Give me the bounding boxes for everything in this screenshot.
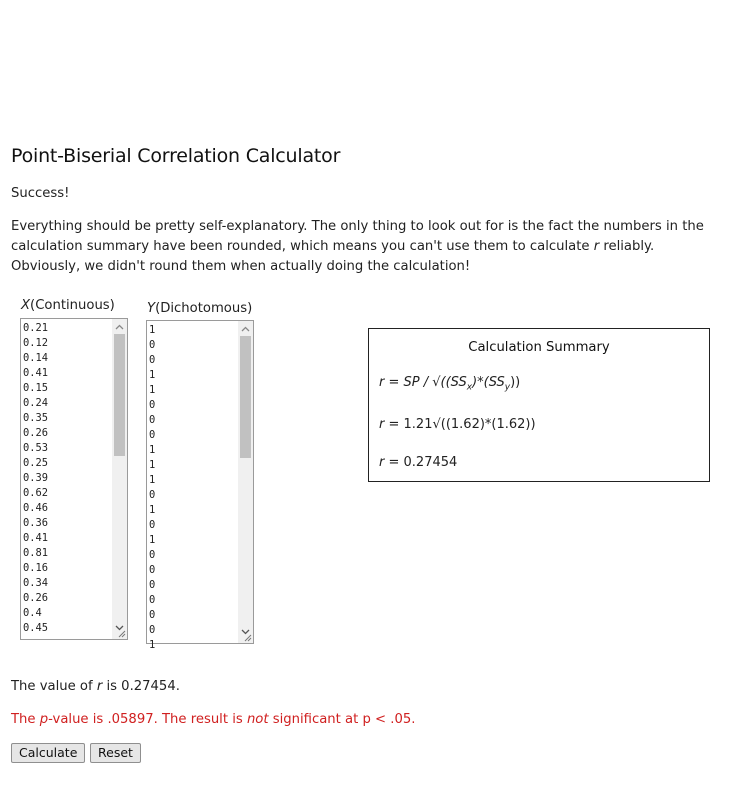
x-value-line: 0.16	[23, 562, 49, 574]
x-value-line: 0.26	[23, 427, 49, 439]
y-value-line: 0	[149, 609, 156, 621]
y-value-line: 1	[149, 444, 156, 456]
y-value-line: 0	[149, 429, 156, 441]
calculation-summary	[368, 328, 710, 482]
y-value-line: 1	[149, 459, 156, 471]
y-scroll-thumb[interactable]	[240, 336, 251, 458]
y-values-textarea[interactable]	[146, 320, 254, 651]
x-value-line: 0.46	[23, 502, 49, 514]
page-title: Point-Biserial Correlation Calculator	[11, 145, 341, 167]
x-value-line: 0.41	[23, 532, 49, 544]
x-value-line: 0.45	[23, 622, 49, 634]
scroll-up-icon[interactable]	[112, 319, 127, 334]
y-value-line: 0	[149, 579, 156, 591]
resize-grip-icon[interactable]	[116, 628, 126, 638]
summary-title: Calculation Summary	[468, 340, 610, 355]
calculate-button[interactable]: Calculate	[11, 743, 85, 763]
x-value-line: 0.12	[23, 337, 49, 349]
y-value-line: 0	[149, 549, 156, 561]
x-value-line: 0.21	[23, 322, 49, 334]
x-value-line: 0.34	[23, 577, 49, 589]
y-scrollbar[interactable]	[238, 321, 253, 643]
x-value-line: 0.24	[23, 397, 49, 409]
x-value-line: 0.62	[23, 487, 49, 499]
x-value-line: 0.25	[23, 457, 49, 469]
reset-button[interactable]: Reset	[90, 743, 141, 763]
x-value-line: 0.39	[23, 472, 49, 484]
x-value-line: 0.14	[23, 352, 49, 364]
y-value-line: 0	[149, 354, 156, 366]
y-value-line: 0	[149, 624, 156, 636]
resize-grip-icon[interactable]	[242, 632, 252, 642]
x-value-line: 0.35	[23, 412, 49, 424]
summary-formula: r = SP / $√((SS_x)*(SS_y))$	[379, 375, 521, 393]
y-value-line: 1	[149, 384, 156, 396]
x-value-line: 0.41	[23, 367, 49, 379]
result-r-value: The value of r is 0.27454.	[11, 679, 180, 694]
x-column-header: X(Continuous)	[21, 298, 115, 313]
x-values-textarea[interactable]	[20, 318, 128, 640]
y-value-line: 0	[149, 594, 156, 606]
x-scroll-thumb[interactable]	[114, 334, 125, 456]
intro-text: Everything should be pretty self-explanatory. The only thing to look out for is the fact the numbers in the calculation summary have been rounded, which means you can't use them to calculate r reliably. Obviously, we didn't round them when actually doing the calculation!	[11, 219, 704, 274]
x-value-line: 0.15	[23, 382, 49, 394]
summary-step-values: r = 1.21√((1.62)*(1.62))	[379, 417, 536, 432]
x-value-line: 0.53	[23, 442, 49, 454]
y-value-line: 1	[149, 324, 156, 336]
x-scrollbar[interactable]	[112, 319, 127, 639]
x-value-line: 0.81	[23, 547, 49, 559]
scroll-up-icon[interactable]	[238, 321, 253, 336]
x-value-line: 0.36	[23, 517, 49, 529]
result-p-value: The p-value is .05897. The result is not significant at p < .05.	[11, 712, 416, 727]
x-value-line: 0.4	[23, 607, 42, 619]
y-value-line: 0	[149, 519, 156, 531]
y-value-line: 1	[149, 639, 156, 651]
status-message: Success!	[11, 186, 70, 201]
y-value-line: 1	[149, 474, 156, 486]
y-value-line: 0	[149, 564, 156, 576]
summary-result: r = 0.27454	[379, 455, 458, 470]
y-value-line: 1	[149, 504, 156, 516]
y-value-line: 1	[149, 369, 156, 381]
y-value-line: 0	[149, 414, 156, 426]
y-value-line: 1	[149, 534, 156, 546]
y-value-line: 0	[149, 399, 156, 411]
y-column-header: Y(Dichotomous)	[147, 301, 253, 316]
y-value-line: 0	[149, 339, 156, 351]
x-value-line: 0.26	[23, 592, 49, 604]
y-value-line: 0	[149, 489, 156, 501]
